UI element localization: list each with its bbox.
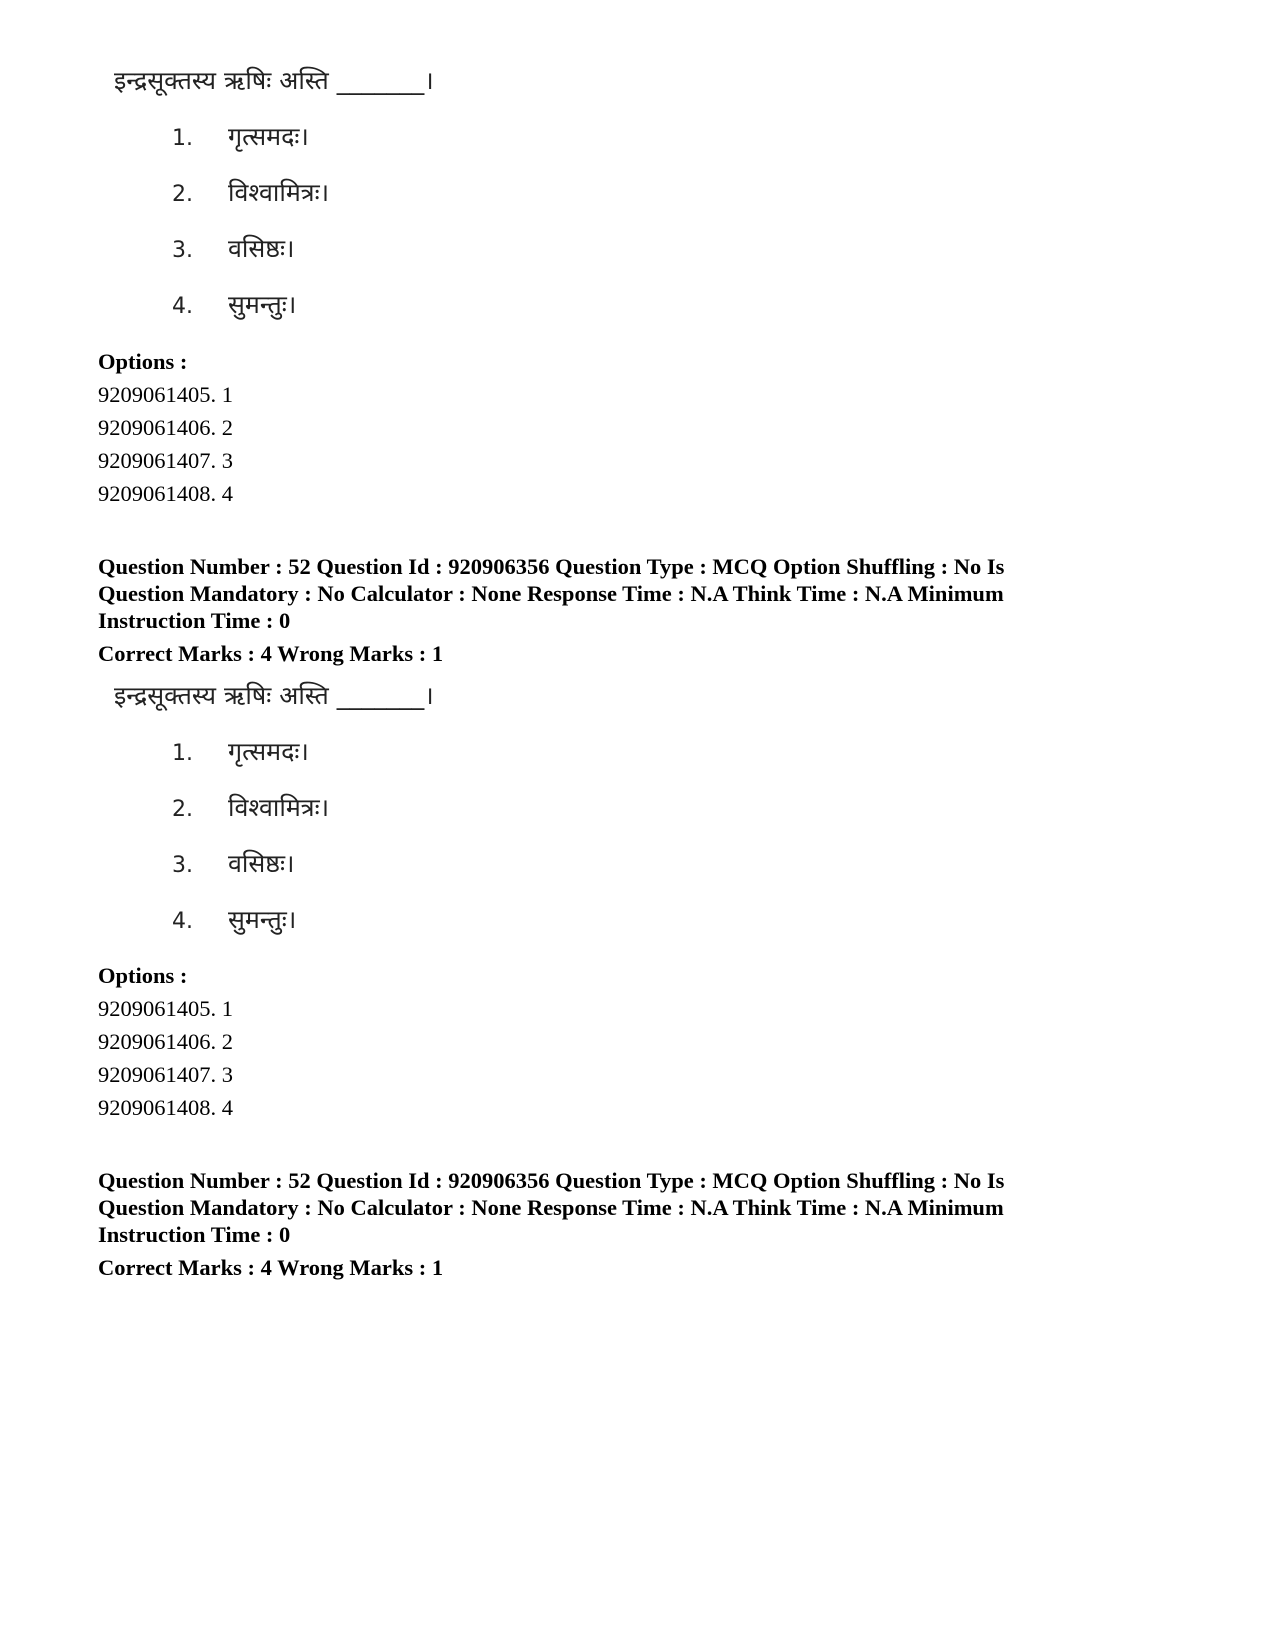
question-image [100, 679, 480, 959]
question-meta-line2: Question Mandatory : No Calculator : None Response Time : N.A Think Time : N.A Minimum [98, 581, 1004, 606]
choice-number: 3. [172, 238, 193, 263]
choice-1 [172, 735, 309, 771]
option-line: 9209061407. 3 [98, 1062, 233, 1087]
choice-number: 2. [172, 182, 193, 207]
choice-text: वसिष्ठः। [228, 849, 295, 878]
question-marks: Correct Marks : 4 Wrong Marks : 1 [98, 641, 444, 666]
option-line: 9209061407. 3 [98, 448, 233, 473]
choice-number: 1. [172, 741, 193, 766]
question-meta-line3: Instruction Time : 0 [98, 1222, 291, 1247]
choice-3 [172, 847, 295, 883]
option-line: 9209061406. 2 [98, 415, 233, 440]
option-line: 9209061408. 4 [98, 1095, 233, 1120]
options-label: Options : [98, 963, 188, 988]
question-stem: इन्द्रसूक्तस्य ऋषिः अस्ति _______। [114, 681, 434, 710]
question-marks: Correct Marks : 4 Wrong Marks : 1 [98, 1255, 444, 1280]
choice-text: वसिष्ठः। [228, 234, 295, 263]
choice-4 [172, 288, 296, 324]
choice-2 [172, 176, 329, 212]
option-line: 9209061405. 1 [98, 996, 233, 1021]
choice-number: 4. [172, 909, 193, 934]
question-meta-line1: Question Number : 52 Question Id : 920906356 Question Type : MCQ Option Shuffling : No Is [98, 554, 1005, 579]
choice-number: 3. [172, 853, 193, 878]
question-image [100, 64, 480, 344]
question-stem: इन्द्रसूक्तस्य ऋषिः अस्ति _______। [114, 66, 434, 95]
choice-number: 2. [172, 797, 193, 822]
question-meta-line3: Instruction Time : 0 [98, 608, 291, 633]
choice-4 [172, 903, 296, 939]
choice-text: सुमन्तुः। [228, 905, 297, 934]
choice-number: 4. [172, 294, 193, 319]
option-line: 9209061405. 1 [98, 382, 233, 407]
question-meta-line2: Question Mandatory : No Calculator : None Response Time : N.A Think Time : N.A Minimum [98, 1195, 1004, 1220]
option-line: 9209061408. 4 [98, 481, 233, 506]
options-label: Options : [98, 349, 188, 374]
choice-1 [172, 120, 309, 156]
option-line: 9209061406. 2 [98, 1029, 233, 1054]
choice-text: गृत्समदः। [228, 122, 309, 151]
question-meta-line1: Question Number : 52 Question Id : 920906356 Question Type : MCQ Option Shuffling : No Is [98, 1168, 1005, 1193]
choice-text: गृत्समदः। [228, 737, 309, 766]
choice-text: विश्वामित्रः। [228, 178, 330, 207]
choice-text: विश्वामित्रः। [228, 793, 330, 822]
choice-number: 1. [172, 126, 193, 151]
choice-3 [172, 232, 295, 268]
choice-text: सुमन्तुः। [228, 290, 297, 319]
choice-2 [172, 791, 329, 827]
